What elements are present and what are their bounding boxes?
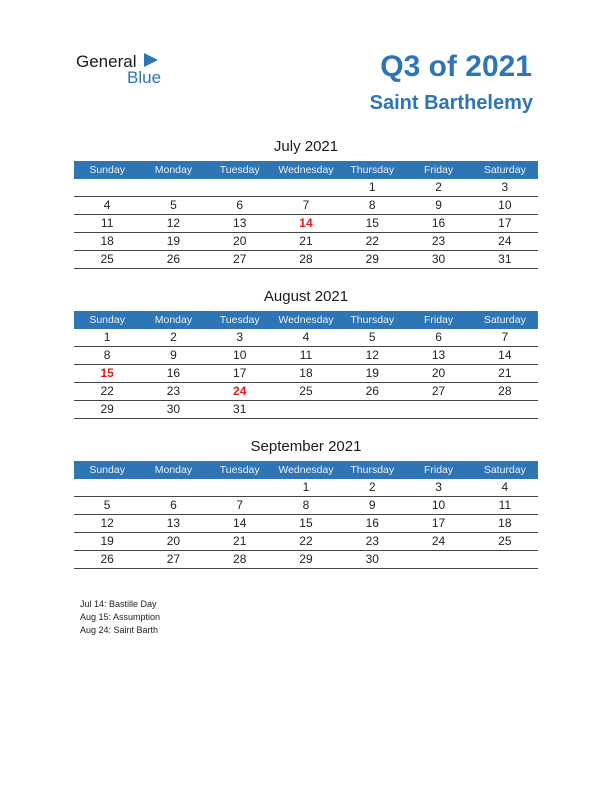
- day-cell: 16: [365, 516, 379, 530]
- weekday-header: Saturday: [483, 464, 526, 476]
- week-row: [74, 329, 538, 347]
- empty-day-cell: [140, 479, 206, 496]
- weekday-header: Monday: [154, 314, 193, 326]
- day-cell: 16: [166, 366, 181, 380]
- weekday-header: Wednesday: [278, 164, 334, 176]
- month-august: [74, 288, 538, 419]
- weekday-header: Thursday: [350, 314, 395, 326]
- day-cell: 24: [498, 234, 512, 248]
- empty-day-cell: [472, 401, 538, 418]
- month-title: September 2021: [250, 438, 362, 455]
- day-cell: 11: [100, 216, 114, 230]
- weekday-header: Friday: [423, 464, 454, 476]
- day-cell: 6: [435, 330, 442, 344]
- day-cell: 12: [166, 216, 181, 230]
- month-title: July 2021: [273, 138, 339, 155]
- empty-day-cell: [74, 179, 140, 196]
- day-cell: 4: [103, 198, 111, 212]
- day-cell: 30: [365, 552, 379, 566]
- day-cell: 5: [170, 198, 177, 212]
- day-cell: 18: [100, 234, 114, 248]
- week-row: [74, 401, 538, 419]
- day-cell: 4: [501, 480, 509, 494]
- day-cell: 25: [498, 534, 512, 548]
- day-cell: 26: [100, 552, 114, 566]
- day-cell: 9: [368, 498, 376, 512]
- weekday-header: Sunday: [89, 314, 125, 326]
- day-cell: 13: [166, 516, 181, 530]
- day-cell: 2: [435, 180, 442, 194]
- day-cell: 2: [170, 330, 177, 344]
- day-cell: 27: [431, 384, 446, 398]
- day-cell: 9: [170, 348, 177, 362]
- weekday-header: Friday: [423, 164, 454, 176]
- week-row: [74, 515, 538, 533]
- day-cell: 19: [100, 534, 114, 548]
- weekday-header: Monday: [154, 164, 193, 176]
- day-cell: 11: [299, 348, 313, 362]
- day-cell: 29: [365, 252, 379, 266]
- week-row: [74, 179, 538, 197]
- page-title: Q3 of 2021: [380, 50, 532, 83]
- day-cell: 8: [302, 498, 310, 512]
- weekday-header: Thursday: [350, 164, 395, 176]
- day-cell: 1: [103, 330, 111, 344]
- month-title: August 2021: [263, 288, 349, 305]
- day-cell: 10: [431, 498, 446, 512]
- empty-day-cell: [405, 401, 471, 418]
- day-cell: 11: [498, 498, 512, 512]
- weekday-header: Saturday: [483, 314, 526, 326]
- weekday-header: Friday: [423, 314, 454, 326]
- day-cell: 12: [100, 516, 114, 530]
- day-cell: 25: [299, 384, 313, 398]
- day-cell: 20: [431, 366, 446, 380]
- day-cell: 18: [299, 366, 313, 380]
- day-cell: 14: [498, 348, 512, 362]
- day-cell: 21: [498, 366, 512, 380]
- day-cell: 13: [233, 216, 247, 230]
- day-cell: 4: [302, 330, 310, 344]
- weekday-header: Tuesday: [219, 164, 260, 176]
- day-cell: 3: [236, 330, 244, 344]
- day-cell: 20: [233, 234, 247, 248]
- day-cell: 5: [103, 498, 111, 512]
- holiday-note: Aug 24: Saint Barth: [80, 625, 159, 635]
- day-cell: 26: [365, 384, 379, 398]
- day-cell: 31: [498, 252, 512, 266]
- day-cell: 3: [435, 480, 442, 494]
- day-cell: 22: [299, 534, 313, 548]
- day-cell: 19: [166, 234, 181, 248]
- month-september: [74, 438, 538, 569]
- day-cell: 25: [100, 252, 114, 266]
- weekday-header: Tuesday: [219, 314, 260, 326]
- day-cell: 8: [103, 348, 111, 362]
- weekday-header: Saturday: [483, 164, 526, 176]
- day-cell: 30: [166, 402, 181, 416]
- weekday-header-row: [74, 461, 538, 479]
- day-cell: 16: [431, 216, 446, 230]
- day-cell: 30: [431, 252, 446, 266]
- weekday-header: Sunday: [89, 464, 125, 476]
- day-cell: 23: [431, 234, 446, 248]
- day-cell: 27: [166, 552, 181, 566]
- day-cell: 29: [100, 402, 114, 416]
- weekday-header: Thursday: [350, 464, 395, 476]
- day-cell: 21: [233, 534, 247, 548]
- day-cell: 28: [498, 384, 512, 398]
- day-cell: 1: [368, 180, 376, 194]
- weekday-header: Sunday: [89, 164, 125, 176]
- day-cell: 26: [166, 252, 181, 266]
- holiday-day-cell: 15: [100, 366, 114, 380]
- empty-day-cell: [74, 479, 140, 496]
- weekday-header: Wednesday: [278, 314, 334, 326]
- day-cell: 21: [299, 234, 313, 248]
- week-row: [74, 215, 538, 233]
- day-cell: 20: [166, 534, 181, 548]
- empty-day-cell: [207, 479, 273, 496]
- week-row: [74, 233, 538, 251]
- day-cell: 7: [302, 198, 310, 212]
- day-cell: 27: [233, 252, 247, 266]
- day-cell: 22: [100, 384, 114, 398]
- month-july: [74, 138, 538, 269]
- holiday-note: Jul 14: Bastille Day: [80, 599, 157, 609]
- day-cell: 28: [233, 552, 247, 566]
- holiday-day-cell: 24: [233, 384, 247, 398]
- empty-day-cell: [207, 179, 273, 196]
- day-cell: 13: [431, 348, 446, 362]
- day-cell: 24: [431, 534, 446, 548]
- logo: [76, 52, 176, 92]
- day-cell: 17: [431, 516, 446, 530]
- empty-day-cell: [140, 179, 206, 196]
- day-cell: 15: [365, 216, 379, 230]
- week-row: [74, 347, 538, 365]
- day-cell: 14: [233, 516, 247, 530]
- day-cell: 6: [236, 198, 244, 212]
- weekday-header-row: [74, 161, 538, 179]
- weekday-header-row: [74, 311, 538, 329]
- weekday-header: Tuesday: [219, 464, 260, 476]
- empty-day-cell: [472, 551, 538, 568]
- empty-day-cell: [339, 401, 405, 418]
- logo-text-blue: Blue: [127, 68, 162, 87]
- day-cell: 23: [365, 534, 379, 548]
- empty-day-cell: [405, 551, 471, 568]
- day-cell: 10: [233, 348, 247, 362]
- holiday-day-cell: 14: [299, 216, 313, 230]
- day-cell: 7: [501, 330, 509, 344]
- day-cell: 15: [299, 516, 313, 530]
- day-cell: 29: [299, 552, 313, 566]
- day-cell: 23: [166, 384, 181, 398]
- day-cell: 10: [498, 198, 512, 212]
- week-row: [74, 497, 538, 515]
- weekday-header: Monday: [154, 464, 193, 476]
- page-subtitle: Saint Barthelemy: [369, 92, 533, 114]
- empty-day-cell: [273, 179, 339, 196]
- day-cell: 12: [365, 348, 379, 362]
- holiday-note: Aug 15: Assumption: [80, 612, 161, 622]
- day-cell: 7: [236, 498, 244, 512]
- day-cell: 5: [368, 330, 376, 344]
- week-row: [74, 533, 538, 551]
- day-cell: 17: [498, 216, 512, 230]
- holiday-notes: [80, 598, 160, 637]
- day-cell: 28: [299, 252, 313, 266]
- day-cell: 8: [368, 198, 376, 212]
- weekday-header: Wednesday: [278, 464, 334, 476]
- day-cell: 6: [170, 498, 177, 512]
- day-cell: 18: [498, 516, 512, 530]
- week-row: [74, 365, 538, 383]
- day-cell: 3: [501, 180, 509, 194]
- day-cell: 19: [365, 366, 379, 380]
- flag-icon: [144, 53, 158, 67]
- week-row: [74, 251, 538, 269]
- day-cell: 9: [435, 198, 442, 212]
- day-cell: 1: [302, 480, 310, 494]
- day-cell: 22: [365, 234, 379, 248]
- day-cell: 17: [233, 366, 247, 380]
- empty-day-cell: [273, 401, 339, 418]
- week-row: [74, 551, 538, 569]
- week-row: [74, 383, 538, 401]
- week-row: [74, 479, 538, 497]
- week-row: [74, 197, 538, 215]
- day-cell: 31: [233, 402, 247, 416]
- day-cell: 2: [368, 480, 376, 494]
- logo-text-general: General: [76, 52, 137, 71]
